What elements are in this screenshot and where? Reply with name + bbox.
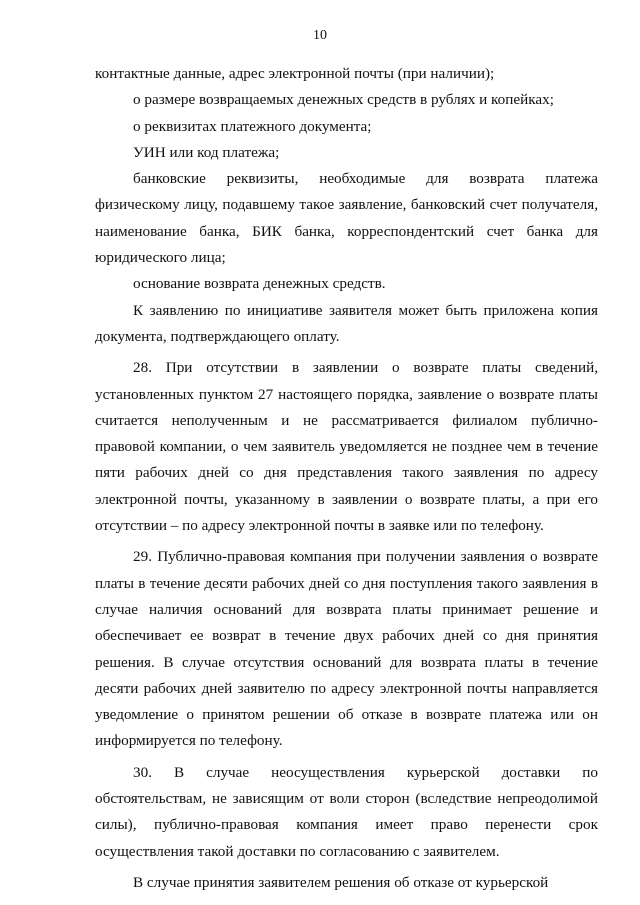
paragraph-item-30: 30. В случае неосуществления курьерской доставки по обстоятельствам, не зависящим от воли сторон (вследствие непреодолимой силы), публично-правовая компания имеет право перенести срок осуществления такой доставки по согласованию с заявителем.: [95, 763, 598, 860]
paragraph-item-29: 29. Публично-правовая компания при получении заявления о возврате платы в течение десяти рабочих дней со дня поступления такого заявления в случае наличия оснований для возврата платы принимает решение и обеспечивает ее возврат в течение двух рабочих дней со дня принятия решения. В случае отсутствия оснований для возврата платы в течение десяти рабочих дней заявителю по адресу электронной почты направляется уведомление о принятом решении об отказе в возврате платежа или он информируется по телефону.: [95, 548, 598, 750]
paragraph-payment-details: о реквизитах платежного документа;: [133, 117, 372, 135]
paragraph-item-28: 28. При отсутствии в заявлении о возврате платы сведений, установленных пунктом 27 настоящего порядка, заявление о возврате платы считается неполученным и не рассматривается филиалом публично-правовой компании, о чем заявитель уведомляется не позднее чем в течение пяти рабочих дней со дня представления такого заявления по адресу электронной почты, указанному в заявлении о возврате платы, а при его отсутствии – по адресу электронной почты в заявке или по телефону.: [95, 359, 598, 535]
paragraph-refund-grounds: основание возврата денежных средств.: [133, 275, 386, 293]
paragraph-attachment: К заявлению по инициативе заявителя может быть приложена копия документа, подтверждающего оплату.: [95, 301, 598, 345]
page-number: 10: [313, 28, 327, 43]
document-body: [95, 61, 598, 896]
paragraph-refund-amount: о размере возвращаемых денежных средств в рублях и копейках;: [133, 91, 554, 109]
paragraph-contact-data: контактные данные, адрес электронной почты (при наличии);: [95, 65, 495, 82]
paragraph-bank-details: банковские реквизиты, необходимые для возврата платежа физическому лицу, подавшему такое заявление, банковский счет получателя, наименование банка, БИК банка, корреспондентский счет банка для юридического лица;: [95, 170, 598, 267]
paragraph-uin: УИН или код платежа;: [133, 143, 280, 161]
paragraph-courier-refusal: В случае принятия заявителем решения об отказе от курьерской: [133, 873, 549, 891]
